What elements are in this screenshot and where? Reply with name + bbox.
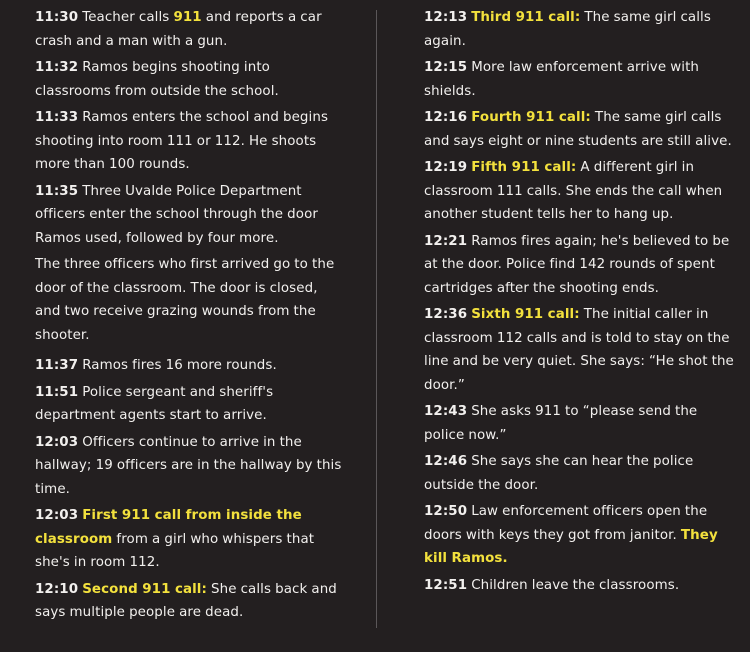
entry-highlight: Third 911 call:	[471, 10, 581, 25]
entry-time: 11:35	[35, 183, 79, 199]
entry-highlight-inline: They kill Ramos.	[424, 527, 718, 566]
entry-text: The initial caller in classroom 112 calls and is told to stay on the line and be very quiet. She says: “He shot the door.”	[424, 307, 734, 393]
timeline-entry	[424, 230, 736, 301]
entry-time: 12:21	[424, 233, 468, 249]
timeline-left-column	[35, 6, 345, 628]
entry-time: 11:33	[35, 110, 79, 125]
entry-text: A different girl in classroom 111 calls. She ends the call when another student tells her to hang up.	[424, 160, 723, 222]
entry-text: Ramos fires 16 more rounds.	[82, 358, 277, 373]
timeline-entry	[35, 504, 345, 575]
timeline-entry	[35, 56, 345, 103]
entry-text: The same girl calls and says eight or nine students are still alive.	[424, 110, 732, 149]
entry-text: More law enforcement arrive with shields.	[424, 60, 700, 99]
timeline-entry	[424, 500, 736, 571]
timeline-right-column	[424, 6, 736, 600]
timeline-entry	[35, 381, 345, 428]
entry-text: She says she can hear the police outside the door.	[424, 454, 694, 493]
entry-text: Ramos begins shooting into classrooms from outside the school.	[35, 60, 279, 99]
timeline-entry	[424, 156, 736, 227]
timeline-entry	[35, 106, 345, 177]
entry-time: 12:10	[35, 581, 79, 597]
entry-time: 11:32	[35, 60, 79, 75]
entry-highlight-inline: 911	[173, 10, 202, 25]
entry-time: 12:15	[424, 60, 468, 75]
entry-time: 12:51	[424, 577, 468, 593]
timeline-entry	[424, 303, 736, 397]
timeline-entry	[424, 56, 736, 103]
timeline-entry	[35, 354, 345, 378]
entry-text-tail: and reports a car crash and a man with a gun.	[35, 10, 322, 49]
entry-time: 12:03	[35, 508, 79, 523]
entry-highlight: First 911 call from inside the classroom	[35, 508, 302, 547]
entry-time: 11:51	[35, 384, 79, 400]
entry-text: Police sergeant and sheriff's department agents start to arrive.	[35, 384, 274, 423]
entry-time: 12:36	[424, 307, 468, 322]
entry-time: 12:50	[424, 504, 468, 519]
entry-text: Law enforcement officers open the doors with keys they got from janitor.	[424, 504, 708, 543]
entry-text: Teacher calls	[82, 10, 174, 25]
entry-time: 12:43	[424, 404, 468, 419]
entry-text: from a girl who whispers that she's in room 112.	[35, 531, 315, 570]
entry-time: 12:19	[424, 160, 468, 175]
entry-highlight: Second 911 call:	[82, 581, 207, 597]
timeline-entry	[35, 578, 345, 625]
timeline-entry	[35, 6, 345, 53]
entry-text: The three officers who first arrived go to the door of the classroom. The door is closed, and two receive grazing wounds from the shooter.	[35, 257, 335, 343]
entry-highlight: Fourth 911 call:	[471, 110, 591, 125]
timeline-entry	[35, 253, 345, 347]
entry-text: Children leave the classrooms.	[471, 577, 680, 593]
timeline-entry	[424, 400, 736, 447]
entry-text: Officers continue to arrive in the hallway; 19 officers are in the hallway by this time.	[35, 434, 342, 497]
entry-time: 12:46	[424, 454, 468, 469]
entry-highlight: Sixth 911 call:	[471, 307, 580, 322]
entry-time: 12:16	[424, 110, 468, 125]
entry-text: Ramos fires again; he's believed to be at the door. Police find 142 rounds of spent cartridges after the shooting ends.	[424, 233, 730, 296]
timeline-entry	[424, 6, 736, 53]
entry-time: 12:03	[35, 434, 79, 450]
entry-text: Three Uvalde Police Department officers enter the school through the door Ramos used, followed by four more.	[35, 183, 318, 246]
entry-highlight: Fifth 911 call:	[471, 160, 577, 175]
entry-time: 11:37	[35, 358, 79, 373]
entry-time: 12:13	[424, 10, 468, 25]
entry-text: She asks 911 to “please send the police now.”	[424, 404, 698, 443]
entry-text: She calls back and says multiple people are dead.	[35, 581, 337, 620]
timeline-entry	[35, 431, 345, 502]
timeline-entry	[424, 574, 736, 598]
timeline-entry	[35, 180, 345, 251]
timeline-entry	[424, 450, 736, 497]
entry-text: Ramos enters the school and begins shooting into room 111 or 112. He shoots more than 100 rounds.	[35, 110, 329, 172]
timeline-entry	[424, 106, 736, 153]
column-divider	[376, 10, 377, 628]
entry-text: The same girl calls again.	[424, 10, 711, 49]
entry-time: 11:30	[35, 10, 79, 25]
